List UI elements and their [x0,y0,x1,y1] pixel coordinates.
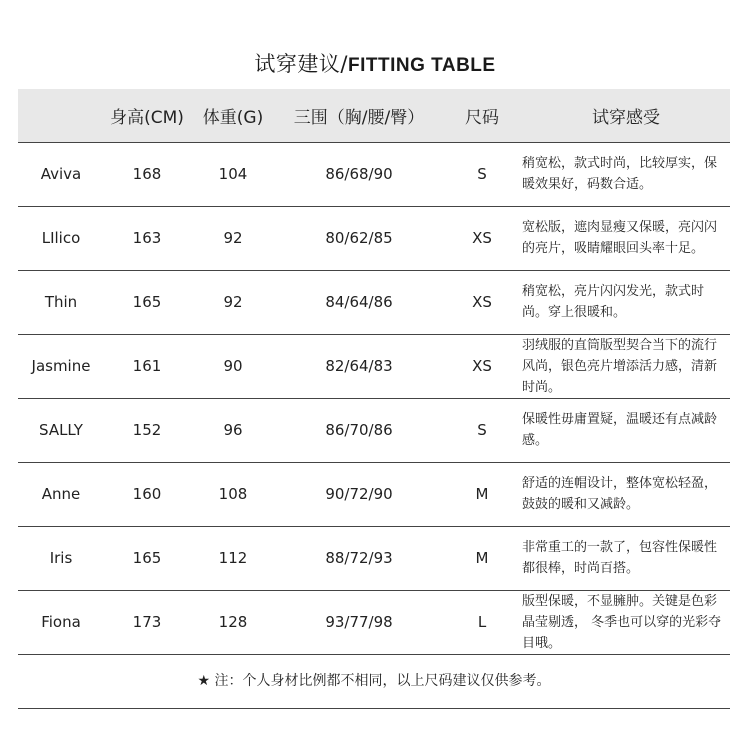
cell-weight: 96 [190,398,276,462]
cell-size: M [442,526,522,590]
cell-feedback: 宽松版，遮肉显瘦又保暖，亮闪闪的亮片，吸睛耀眼回头率十足。 [522,206,730,270]
header-height: 身高(CM) [110,107,184,128]
cell-measurements: 84/64/86 [276,270,442,334]
cell-name: Anne [18,462,104,526]
cell-measurements: 86/68/90 [276,142,442,206]
cell-height: 173 [104,590,190,654]
header-size: 尺码 [465,107,499,128]
table-row [18,462,730,526]
cell-height: 152 [104,398,190,462]
cell-measurements: 80/62/85 [276,206,442,270]
cell-height: 160 [104,462,190,526]
cell-weight: 92 [190,270,276,334]
cell-height: 165 [104,270,190,334]
cell-name: Jasmine [18,334,104,398]
page-title [0,48,750,78]
cell-name: SALLY [18,398,104,462]
cell-weight: 92 [190,206,276,270]
table-row [18,526,730,590]
cell-size: XS [442,270,522,334]
cell-feedback: 非常重工的一款了，包容性保暖性都很棒，时尚百搭。 [522,526,730,590]
header-measurements: 三围（胸/腰/臀） [293,107,425,128]
table-row [18,398,730,462]
fitting-table [18,89,730,654]
header-weight: 体重(G) [202,107,264,128]
table-row [18,142,730,206]
cell-weight: 112 [190,526,276,590]
table-row [18,206,730,270]
cell-feedback: 版型保暖，不显臃肿。关键是色彩晶莹剔透， 冬季也可以穿的光彩夺目哦。 [522,590,730,654]
cell-feedback: 羽绒服的直筒版型契合当下的流行风尚，银色亮片增添活力感，清新时尚。 [522,334,730,398]
cell-name: LIlico [18,206,104,270]
cell-name: Iris [18,526,104,590]
cell-measurements: 88/72/93 [276,526,442,590]
cell-feedback: 舒适的连帽设计，整体宽松轻盈，鼓鼓的暖和又减龄。 [522,462,730,526]
cell-name: Aviva [18,142,104,206]
cell-height: 165 [104,526,190,590]
cell-weight: 90 [190,334,276,398]
title-cn: 试穿建议/ [254,52,348,76]
table-row [18,590,730,654]
cell-measurements: 86/70/86 [276,398,442,462]
cell-name: Thin [18,270,104,334]
table-row [18,334,730,398]
cell-size: XS [442,206,522,270]
footnote: ★ 注：个人身材比例都不相同，以上尺码建议仅供参考。 [18,654,730,709]
cell-feedback: 稍宽松，亮片闪闪发光，款式时尚。穿上很暖和。 [522,270,730,334]
cell-measurements: 90/72/90 [276,462,442,526]
cell-size: S [442,142,522,206]
header-name [18,89,104,142]
cell-height: 161 [104,334,190,398]
cell-size: XS [442,334,522,398]
header-row [18,89,730,142]
cell-size: S [442,398,522,462]
cell-size: L [442,590,522,654]
cell-measurements: 82/64/83 [276,334,442,398]
cell-feedback: 保暖性毋庸置疑，温暖还有点减龄感。 [522,398,730,462]
cell-height: 163 [104,206,190,270]
title-en: FITTING TABLE [348,55,496,76]
cell-size: M [442,462,522,526]
header-feedback: 试穿感受 [592,107,660,128]
cell-height: 168 [104,142,190,206]
cell-weight: 128 [190,590,276,654]
cell-measurements: 93/77/98 [276,590,442,654]
cell-feedback: 稍宽松，款式时尚，比较厚实，保暖效果好，码数合适。 [522,142,730,206]
table-row [18,270,730,334]
cell-name: Fiona [18,590,104,654]
cell-weight: 108 [190,462,276,526]
cell-weight: 104 [190,142,276,206]
